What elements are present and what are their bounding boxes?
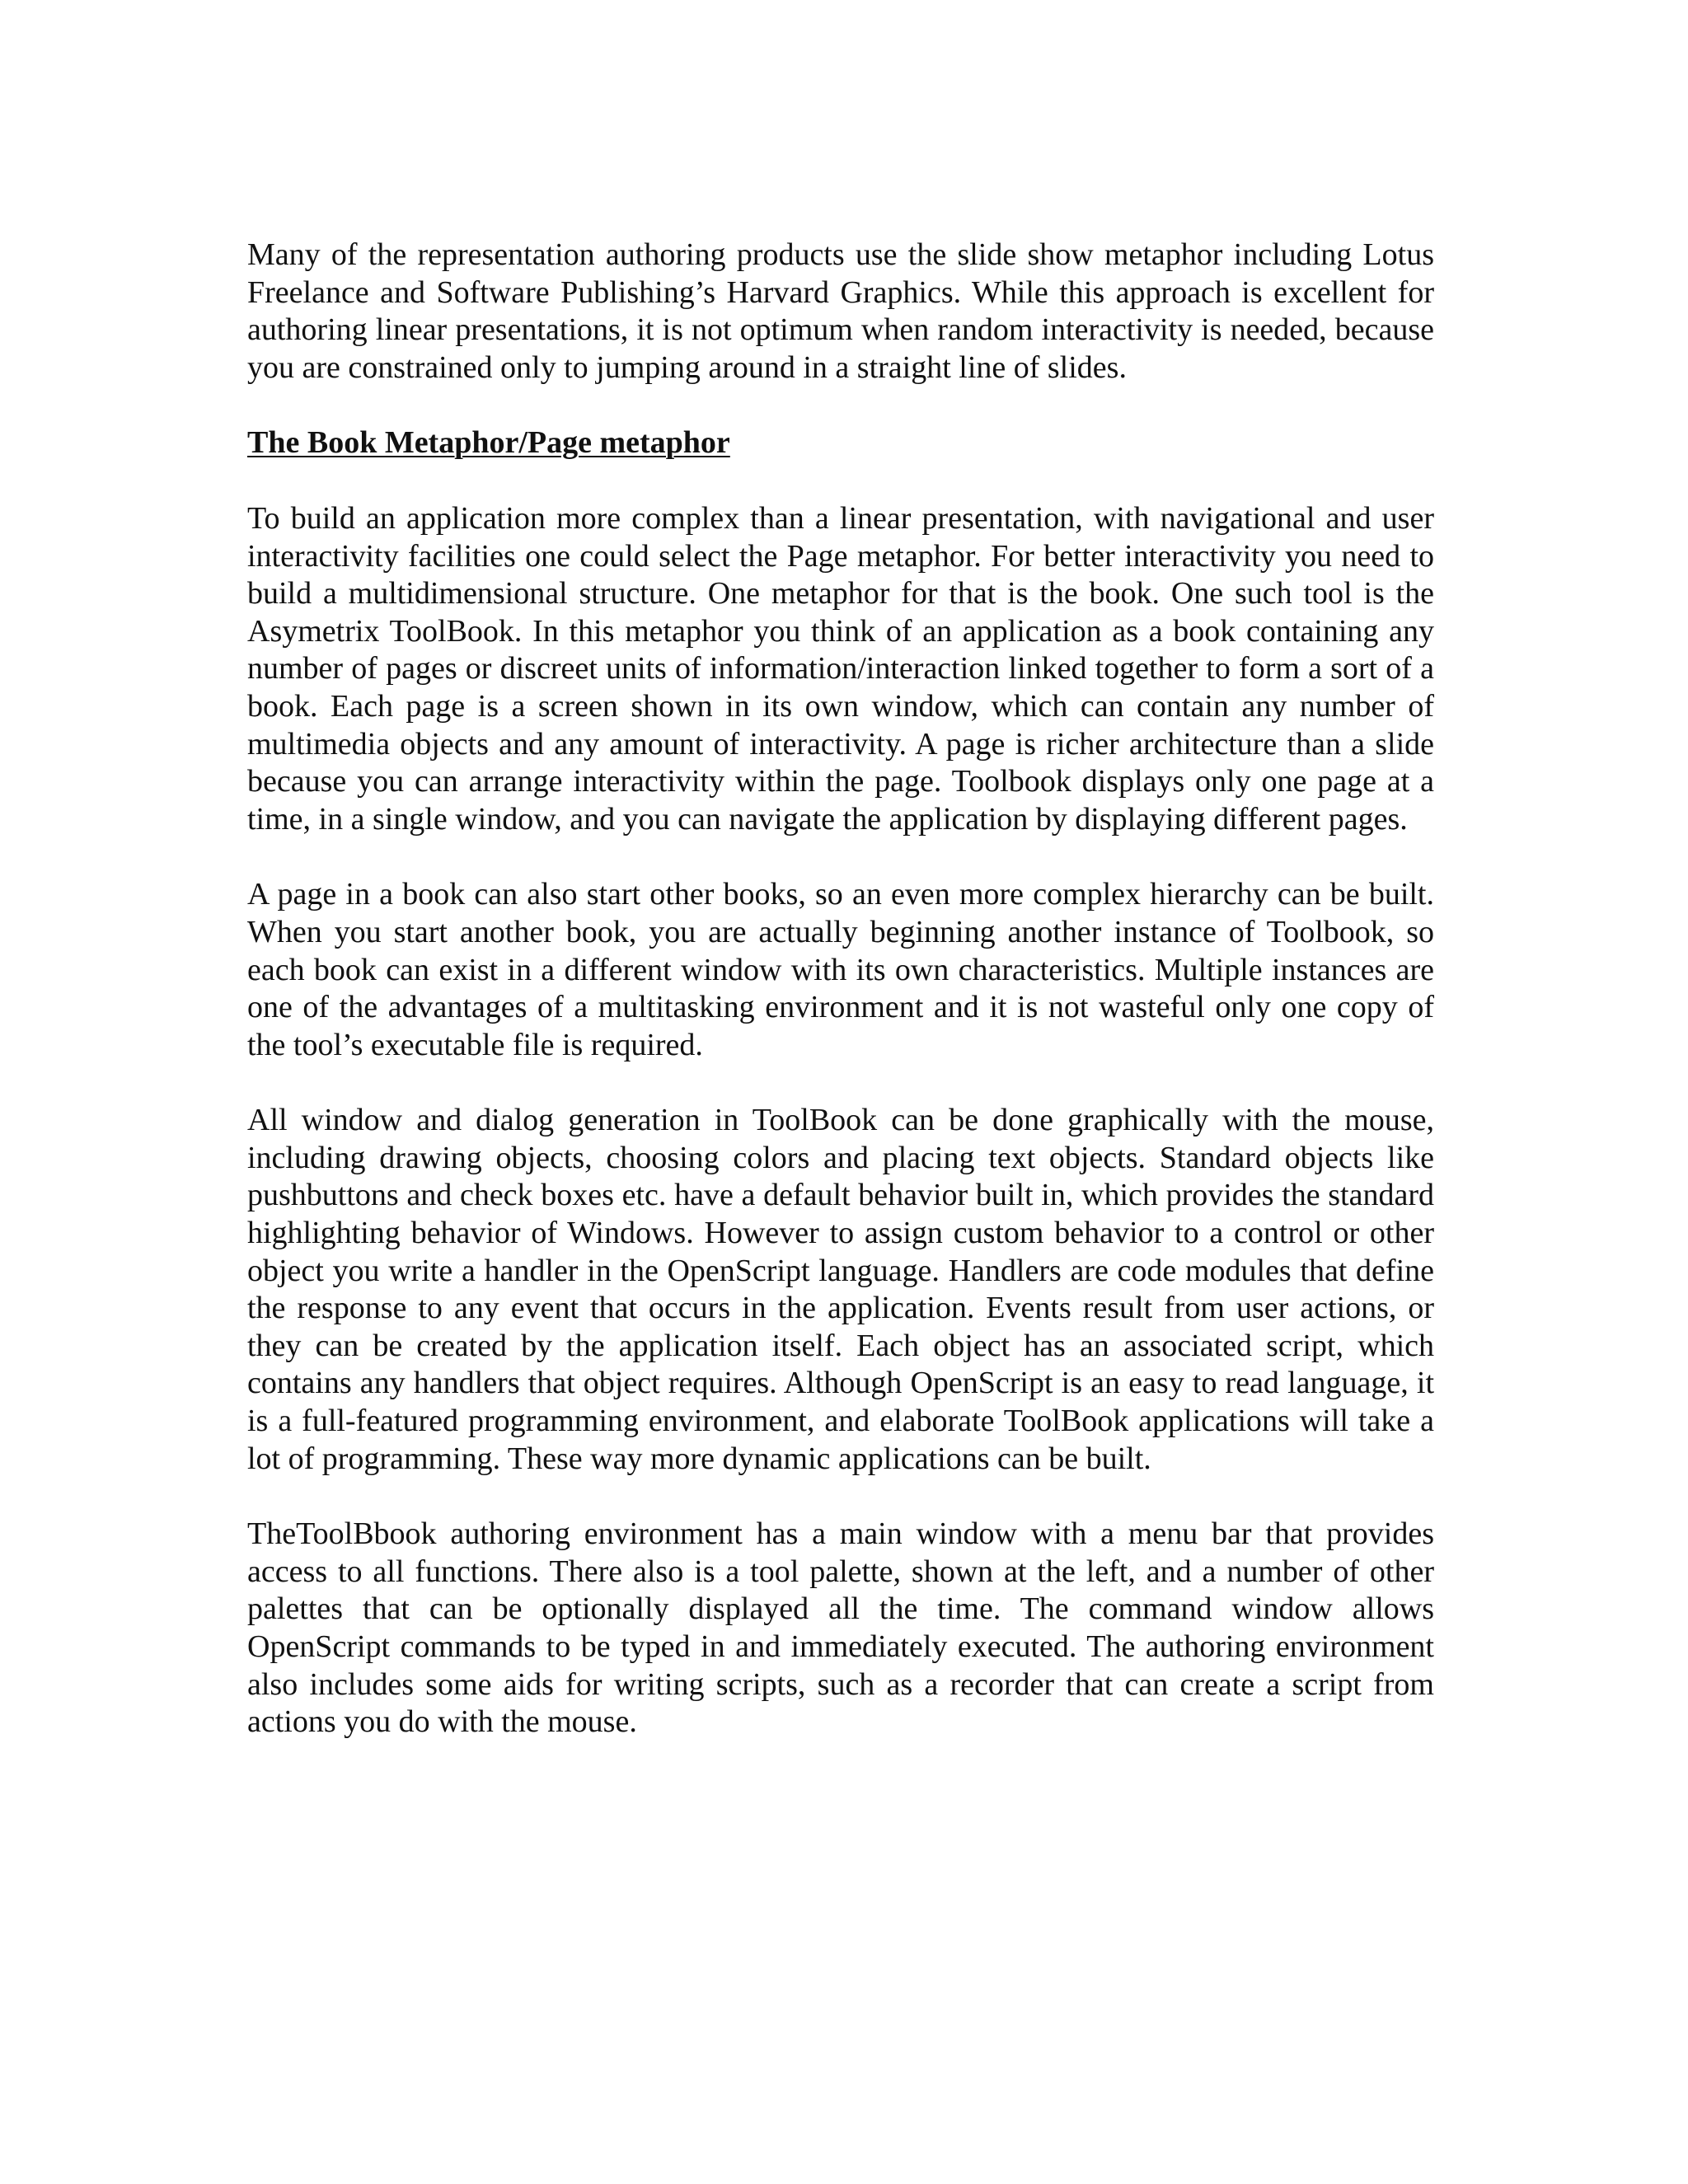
section-heading-book-metaphor: The Book Metaphor/Page metaphor (247, 425, 730, 461)
paragraph-page-metaphor: To build an application more complex than a linear presentation, with navigational and user interactivity facilities one could select the Page metaphor. For better interactivity you need to build a multidimensional structure. One metaphor for that is the book. One such tool is the Asymetrix ToolBook. In this metaphor you think of an application as a book containing any number of pages or discreet units of information/interaction linked together to form a sort of a book. Each page is a screen shown in its own window, which can contain any number of multimedia objects and any amount of interactivity. A page is richer architecture than a slide because you can arrange interactivity within the page. Toolbook displays only one page at a time, in a single window, and you can navigate the application by displaying different pages. (247, 500, 1434, 837)
paragraph-multiple-books: A page in a book can also start other books, so an even more complex hierarchy can be built. When you start another book, you are actually beginning another instance of Toolbook, so each book can exist in a different window with its own characteristics. Multiple instances are one of the advantages of a multitasking environment and it is not wasteful only one copy of the tool’s executable file is required. (247, 877, 1434, 1062)
document-page (247, 237, 1434, 1779)
paragraph-window-dialog-generation: All window and dialog generation in ToolBook can be done graphically with the mouse, including drawing objects, choosing colors and placing text objects. Standard objects like pushbuttons and check boxes etc. have a default behavior built in, which provides the standard highlighting behavior of Windows. However to assign custom behavior to a control or other object you write a handler in the OpenScript language. Handlers are code modules that define the response to any event that occurs in the application. Events result from user actions, or they can be created by the application itself. Each object has an associated script, which contains any handlers that object requires. Although OpenScript is an easy to read language, it is a full-featured programming environment, and elaborate ToolBook applications will take a lot of programming. These way more dynamic applications can be built. (247, 1103, 1434, 1476)
paragraph-slide-show-metaphor: Many of the representation authoring products use the slide show metaphor including Lotus Freelance and Software Publishing’s Harvard Graphics. While this approach is excellent for authoring linear presentations, it is not optimum when random interactivity is needed, because you are constrained only to jumping around in a straight line of slides. (247, 237, 1434, 385)
paragraph-authoring-environment: TheToolBbook authoring environment has a main window with a menu bar that provides access to all functions. There also is a tool palette, shown at the left, and a number of other palettes that can be optionally displayed all the time. The command window allows OpenScript commands to be typed in and immediately executed. The authoring environment also includes some aids for writing scripts, such as a recorder that can create a script from actions you do with the mouse. (247, 1516, 1434, 1740)
